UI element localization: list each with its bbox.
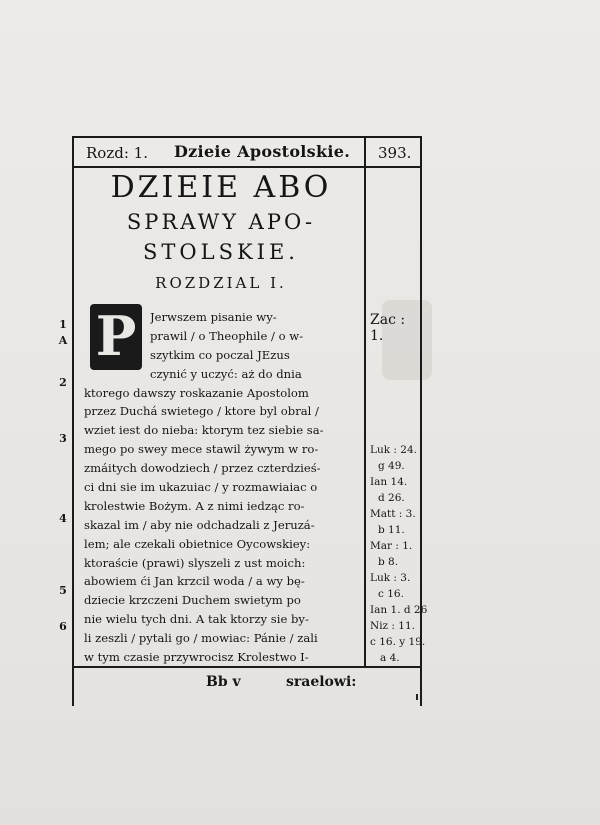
margin-note-top: Zac : 1. xyxy=(370,312,406,344)
body-line: prawil / o Theophile / o w- xyxy=(150,328,304,343)
page-number: 393. xyxy=(378,144,412,162)
body-line: w tym czasie przywrocisz Krolestwo I- xyxy=(84,650,309,664)
margin-reference: g 49. xyxy=(378,460,405,472)
margin-reference: Mar : 1. xyxy=(370,540,413,552)
verse-number: 5 xyxy=(59,584,67,597)
ink-mark xyxy=(416,694,418,700)
margin-reference: b 11. xyxy=(378,524,405,536)
outer-top-rule xyxy=(72,136,422,138)
margin-reference: Matt : 3. xyxy=(370,508,416,520)
margin-reference: d 26. xyxy=(378,492,405,504)
verse-number: A xyxy=(58,334,68,347)
body-line: dziecie krzczeni Duchem swietym po xyxy=(84,593,301,608)
outer-left-rule xyxy=(72,136,74,706)
margin-reference: Ian 1. d 26 xyxy=(370,604,428,616)
verse-number: 3 xyxy=(59,432,67,445)
margin-reference: Niz : 11. xyxy=(370,620,415,632)
margin-column-rule xyxy=(364,136,366,666)
body-line: mego po swey mece stawil żywym w ro- xyxy=(84,442,319,457)
body-line: nie wielu tych dni. A tak ktorzy sie by- xyxy=(84,612,309,627)
body-line: abowiem ći Jan krzcil woda / a wy bę- xyxy=(84,574,305,589)
initial-letter: P xyxy=(95,304,137,368)
verse-number: 2 xyxy=(59,376,67,389)
margin-reference: Luk : 24. xyxy=(370,444,418,456)
body-line: li zeszli / pytali go / mowiac: Pánie / zali xyxy=(84,631,318,646)
body-line: czynić y uczyć: aż do dnia xyxy=(150,366,302,381)
body-line: lem; ale czekali obietnice Oycowskiey: xyxy=(84,536,311,551)
margin-reference: b 8. xyxy=(378,556,399,568)
margin-reference: Ian 14. xyxy=(370,476,408,488)
verse-number: 6 xyxy=(59,620,67,633)
book-title-line-2: SPRAWY APO- xyxy=(126,210,316,234)
margin-reference: a 4. xyxy=(380,652,400,664)
running-header xyxy=(82,140,422,166)
body-line: ktoraście (prawi) slyszeli z ust moich: xyxy=(84,555,306,570)
body-line: ktorego dawszy roskazanie Apostolom xyxy=(84,385,309,400)
header-chapter: Rozd: 1. xyxy=(86,144,148,162)
chapter-heading: ROZDZIAL I. xyxy=(155,274,287,292)
body-line: wziet iest do nieba: ktorym tez siebie sa- xyxy=(84,423,324,438)
verse-number: 1 xyxy=(59,318,67,331)
margin-reference: c 16. xyxy=(378,588,404,600)
book-title-line-3: STOLSKIE. xyxy=(143,240,299,264)
book-page xyxy=(58,136,428,706)
body-line: przez Duchá swietego / ktore byl obral / xyxy=(84,404,319,419)
verse-number: 4 xyxy=(59,512,67,525)
margin-reference: Luk : 3. xyxy=(370,572,411,584)
book-title-line-1: DZIEIE ABO xyxy=(110,170,332,205)
catchword: sraelowi: xyxy=(286,674,357,690)
body-line: skazal im / aby nie odchadzali z Jeruzá- xyxy=(84,517,315,532)
decorated-initial xyxy=(90,304,142,370)
signature-mark: Bb v xyxy=(206,674,241,690)
body-line: szytkim co poczal JEzus xyxy=(150,347,290,362)
body-line: ci dni sie im ukazuiac / y rozmawiaiac o xyxy=(84,480,318,494)
header-bottom-rule xyxy=(72,166,422,168)
body-line: zmáitych dowodziech / przez czterdzieś- xyxy=(84,461,321,476)
header-title: Dzieie Apostolskie. xyxy=(174,142,351,161)
body-line: Jerwszem pisanie wy- xyxy=(150,310,277,324)
body-line: krolestwie Bożym. A z nimi iedząc ro- xyxy=(84,498,305,513)
margin-reference: c 16. y 19. xyxy=(370,636,426,648)
